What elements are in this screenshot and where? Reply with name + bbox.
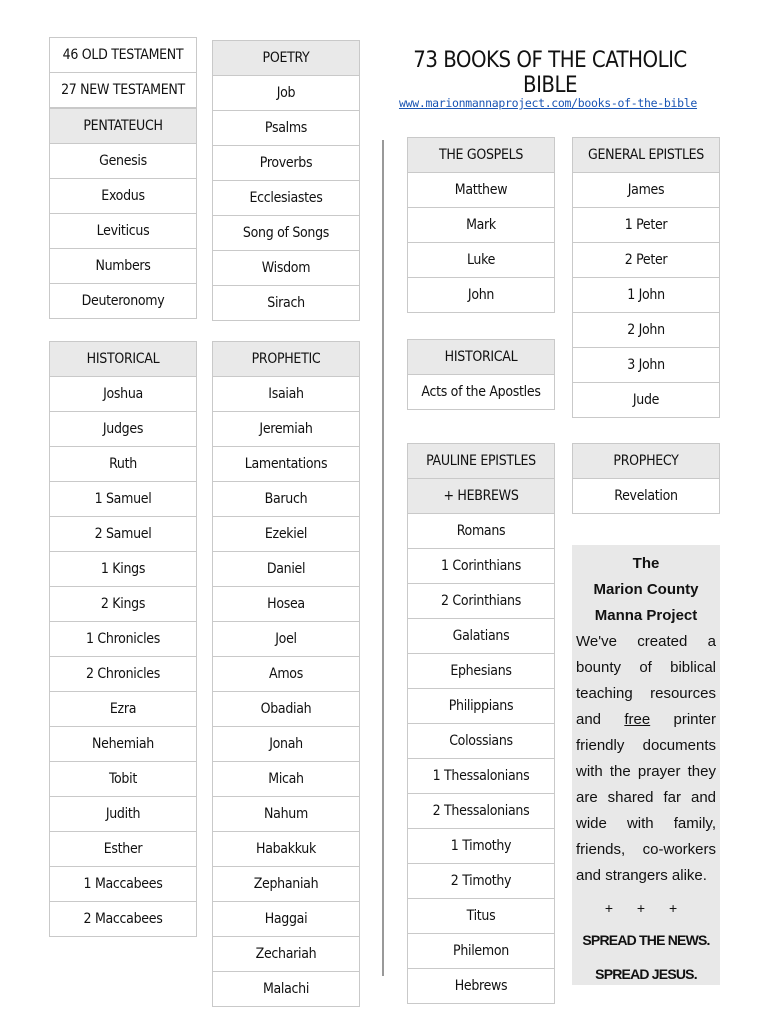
promo-heading-line1: The	[632, 555, 660, 572]
book-cell: Judith	[50, 797, 196, 832]
historical-nt-table	[407, 339, 555, 410]
book-cell: Ecclesiastes	[213, 181, 359, 216]
book-cell: Ephesians	[408, 654, 554, 689]
book-cell: Romans	[408, 514, 554, 549]
book-cell: Joshua	[50, 377, 196, 412]
book-cell: Esther	[50, 832, 196, 867]
page-title: 73 BOOKS OF THE CATHOLIC BIBLE	[413, 48, 687, 98]
book-cell: Deuteronomy	[81, 293, 165, 309]
pauline-epistles-table	[407, 443, 555, 1004]
book-cell: 1 Corinthians	[408, 549, 554, 584]
book-cell: 2 Chronicles	[50, 657, 196, 692]
plus-separator: + + +	[604, 900, 688, 916]
book-cell: Hosea	[213, 587, 359, 622]
promo-box	[572, 545, 720, 985]
book-cell: Hebrews	[454, 978, 508, 994]
book-cell: 2 Samuel	[50, 517, 196, 552]
promo-heading-line3: Manna Project	[594, 607, 698, 624]
book-cell: Leviticus	[50, 214, 196, 249]
book-cell: 1 Kings	[50, 552, 196, 587]
prophecy-header: PROPHECY	[573, 444, 719, 479]
book-cell: Baruch	[213, 482, 359, 517]
book-cell: Zechariah	[213, 937, 359, 972]
prophetic-header: PROPHETIC	[213, 342, 359, 377]
book-cell: 2 Thessalonians	[408, 794, 554, 829]
book-cell: Philippians	[408, 689, 554, 724]
pentateuch-table	[49, 108, 197, 319]
book-cell: 3 John	[573, 348, 719, 383]
testament-counts-table	[49, 37, 197, 108]
book-cell: Lamentations	[213, 447, 359, 482]
book-cell: Matthew	[408, 173, 554, 208]
pentateuch-header: PENTATEUCH	[50, 109, 196, 144]
book-cell: Joel	[213, 622, 359, 657]
old-testament-count: 46 OLD TESTAMENT	[50, 38, 196, 73]
book-cell: Proverbs	[213, 146, 359, 181]
historical-ot-table	[49, 341, 197, 937]
book-cell: Genesis	[50, 144, 196, 179]
book-cell: James	[573, 173, 719, 208]
book-cell: Numbers	[50, 249, 196, 284]
book-cell: Ezra	[50, 692, 196, 727]
slogan-line1: SPREAD THE NEWS.	[582, 932, 710, 948]
book-cell: 2 Corinthians	[408, 584, 554, 619]
book-cell: Habakkuk	[213, 832, 359, 867]
book-cell: Job	[213, 76, 359, 111]
book-cell: Amos	[213, 657, 359, 692]
gospels-header: THE GOSPELS	[408, 138, 554, 173]
book-cell: Micah	[213, 762, 359, 797]
book-cell: Sirach	[267, 295, 305, 311]
book-cell: Ezekiel	[213, 517, 359, 552]
promo-body-pre: We've created a bounty of biblical teaching resources and	[576, 633, 716, 728]
book-cell: John	[467, 287, 495, 303]
book-cell: 2 Timothy	[408, 864, 554, 899]
promo-body-post: printer friendly documents with the prayer they are shared far and wide with family, friends, co-workers and strangers alike.	[576, 711, 717, 884]
book-cell: Daniel	[213, 552, 359, 587]
book-cell: 1 Maccabees	[50, 867, 196, 902]
prophecy-table	[572, 443, 720, 514]
book-cell: Psalms	[213, 111, 359, 146]
poetry-header: POETRY	[213, 41, 359, 76]
book-cell: Ruth	[50, 447, 196, 482]
slogan-line2: SPREAD JESUS.	[595, 966, 697, 982]
general-epistles-table	[572, 137, 720, 418]
book-cell: 1 Thessalonians	[408, 759, 554, 794]
book-cell: Song of Songs	[213, 216, 359, 251]
book-cell: Haggai	[213, 902, 359, 937]
book-cell: 2 Kings	[50, 587, 196, 622]
book-cell: 1 Timothy	[408, 829, 554, 864]
general-epistles-header: GENERAL EPISTLES	[573, 138, 719, 173]
book-cell: 2 Maccabees	[83, 911, 163, 927]
book-cell: Colossians	[408, 724, 554, 759]
book-cell: Nahum	[213, 797, 359, 832]
promo-heading-line2: Marion County	[593, 581, 699, 598]
book-cell: Obadiah	[213, 692, 359, 727]
promo-body-free: free	[624, 711, 651, 728]
book-cell: Wisdom	[213, 251, 359, 286]
book-cell: Luke	[408, 243, 554, 278]
poetry-table	[212, 40, 360, 321]
book-cell: Titus	[408, 899, 554, 934]
historical-ot-header: HISTORICAL	[50, 342, 196, 377]
historical-nt-header: HISTORICAL	[408, 340, 554, 375]
pauline-subheader: + HEBREWS	[408, 479, 554, 514]
pauline-header: PAULINE EPISTLES	[408, 444, 554, 479]
book-cell: Tobit	[50, 762, 196, 797]
website-link[interactable]: www.marionmannaproject.com/books-of-the-bible	[398, 96, 698, 110]
book-cell: Jeremiah	[213, 412, 359, 447]
book-cell: Judges	[50, 412, 196, 447]
book-cell: Exodus	[50, 179, 196, 214]
gospels-table	[407, 137, 555, 313]
book-cell: Zephaniah	[213, 867, 359, 902]
prophetic-table	[212, 341, 360, 1007]
book-cell: 1 Chronicles	[50, 622, 196, 657]
book-cell: Jonah	[213, 727, 359, 762]
book-cell: 1 Peter	[573, 208, 719, 243]
book-cell: Isaiah	[213, 377, 359, 412]
book-cell: Revelation	[614, 488, 678, 504]
book-cell: Malachi	[262, 981, 310, 997]
book-cell: Philemon	[408, 934, 554, 969]
book-cell: Jude	[632, 392, 660, 408]
book-cell: Galatians	[408, 619, 554, 654]
book-cell: Nehemiah	[50, 727, 196, 762]
book-cell: 2 Peter	[573, 243, 719, 278]
book-cell: 1 John	[573, 278, 719, 313]
new-testament-count: 27 NEW TESTAMENT	[61, 82, 185, 98]
book-cell: Acts of the Apostles	[421, 384, 541, 400]
book-cell: 2 John	[573, 313, 719, 348]
column-divider	[382, 140, 384, 976]
promo-body	[576, 629, 716, 889]
book-cell: 1 Samuel	[50, 482, 196, 517]
book-cell: Mark	[408, 208, 554, 243]
